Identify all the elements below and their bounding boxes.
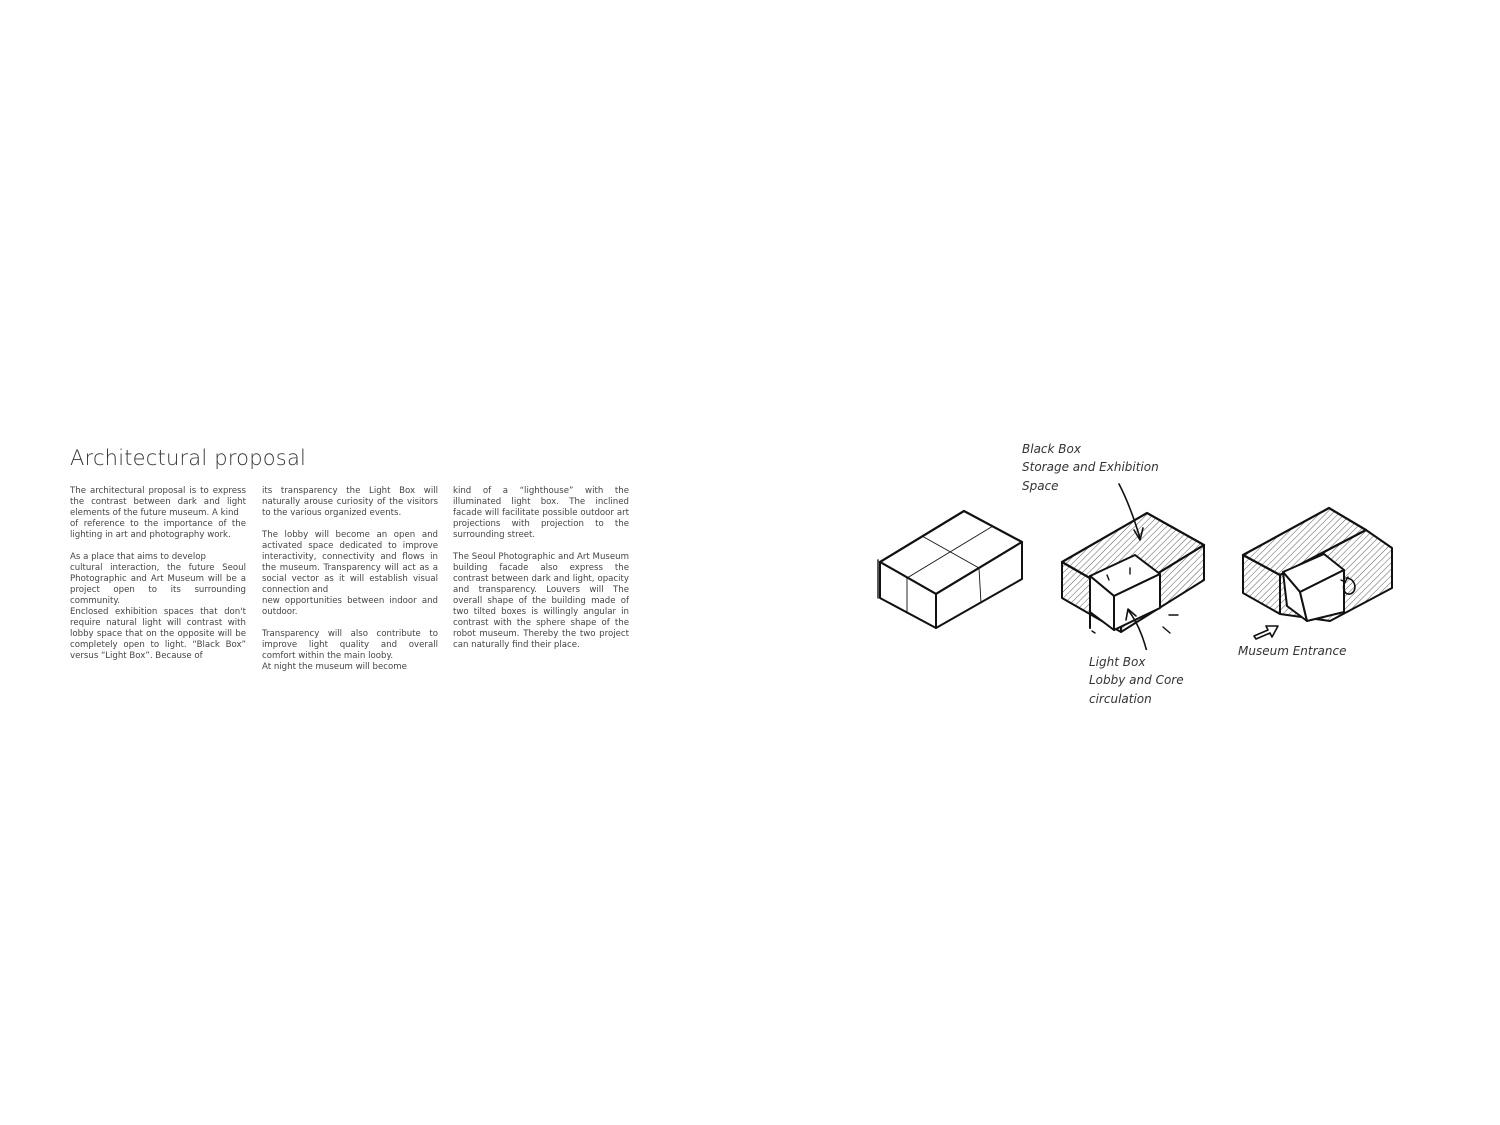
paragraph: kind of a “lighthouse” with the illuminated light box. The inclined facade will facilitate possible outdoor art projections with projection to the surrounding street. xyxy=(453,486,629,540)
volume-simple-box xyxy=(878,511,1022,628)
paragraph: The Seoul Photographic and Art Museum building facade also express the contrast between dark and light, opacity and transparency. Louvers will The overall shape of the building made of two tilted boxes is willingly angular in contrast with the sphere shape of the robot museum. Thereby the two project can naturally find their place. xyxy=(453,552,629,650)
label-line: Lobby and Core xyxy=(1089,673,1184,688)
label-line: Storage and Exhibition xyxy=(1022,460,1159,475)
label-line: Space xyxy=(1022,478,1059,493)
text-column-2 xyxy=(262,486,438,684)
paragraph: its transparency the Light Box will naturally arouse curiosity of the visitors to the various organized events. xyxy=(262,486,438,518)
volume-tilted-boxes xyxy=(1243,508,1392,639)
paragraph: As a place that aims to develop cultural interaction, the future Seoul Photographic and Art Museum will be a project open to its surrounding community. Enclosed exhibition spaces that don't require natural light will contrast with lobby space that on the opposite will be completely open to light. “Black Box” versus “Light Box”. Because of xyxy=(70,552,246,661)
text-column-3 xyxy=(453,486,629,662)
page-title: Architectural proposal xyxy=(70,446,307,470)
paragraph: The lobby will become an open and activated space dedicated to improve interactivity, connectivity and flows in the museum. Transparency will act as a social vector as it will establish visual connection and new opportunities between indoor and outdoor. xyxy=(262,530,438,617)
light-box-label xyxy=(1089,653,1184,708)
label-line: Black Box xyxy=(1022,442,1081,456)
paragraph: Transparency will also contribute to improve light quality and overall comfort within the main looby. At night the museum will become xyxy=(262,629,438,672)
text-column-1 xyxy=(70,486,246,673)
museum-entrance-label: Museum Entrance xyxy=(1238,644,1347,658)
volume-black-light-box xyxy=(1062,484,1204,650)
label-line: Light Box xyxy=(1089,655,1146,669)
paragraph: The architectural proposal is to express the contrast between dark and light elements of the future museum. A kind of reference to the importance of the lighting in art and photography work. xyxy=(70,486,246,540)
label-line: circulation xyxy=(1089,691,1152,706)
massing-diagram xyxy=(870,470,1410,650)
